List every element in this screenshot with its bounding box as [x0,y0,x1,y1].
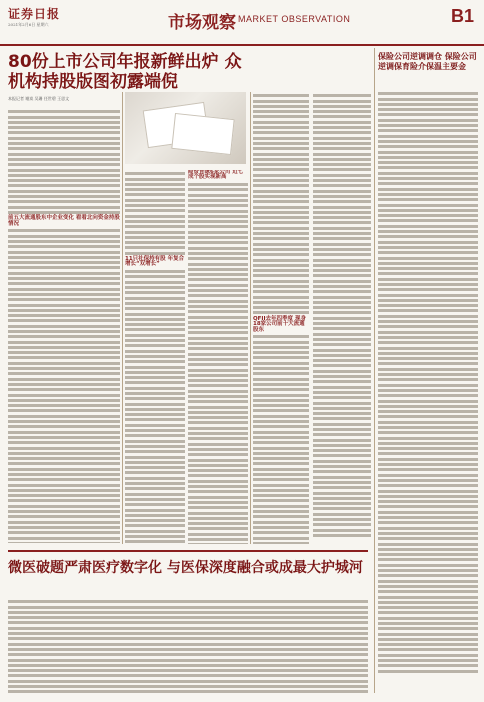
column-rule [250,92,251,544]
lead-byline: 本报记者 谢岚 吴珊 任世碧 王思文 [8,96,70,101]
article-column-3 [188,170,248,544]
masthead [0,0,484,46]
column-rule [374,48,375,693]
right-story [378,52,478,692]
dateline: 2021年2月6日 星期六 [8,22,49,27]
section-label: QFII去年四季度 现身18家公司前十大流通股东 [253,315,306,333]
article-column-5 [313,92,371,544]
subhead: 前五大流通股东中企业变化 看看北向资金持股情况 [8,215,120,227]
article-column-4 [253,92,309,544]
right-headline: 保险公司逆调调仓 保险公司逆调保育险介保温主要金 [378,52,477,71]
right-story-body [378,90,478,680]
bottom-story [8,550,368,702]
subhead: 11只社保持有股 年复合增长“双增长” [125,256,185,268]
bottom-story-body [8,598,368,698]
article-column-2 [125,170,185,544]
section-title: 市场观察 [168,13,236,33]
bottom-headline: 微医破题严肃医疗数字化 与医保深度融合或成最大护城河 [8,560,363,576]
lead-headline: 80份上市公司年报新鲜出炉 众机构持股版图初露端倪 [8,52,242,92]
article-column-1 [8,108,120,543]
column-rule [122,92,123,544]
illustration-photo [125,92,246,164]
section-title-en: MARKET OBSERVATION [238,14,351,24]
page-number: B1 [450,6,474,26]
subhead: 险资青睐6家公司 近七成个股实现新高 [188,170,244,181]
newspaper-logo: 证券日报 [8,7,61,21]
